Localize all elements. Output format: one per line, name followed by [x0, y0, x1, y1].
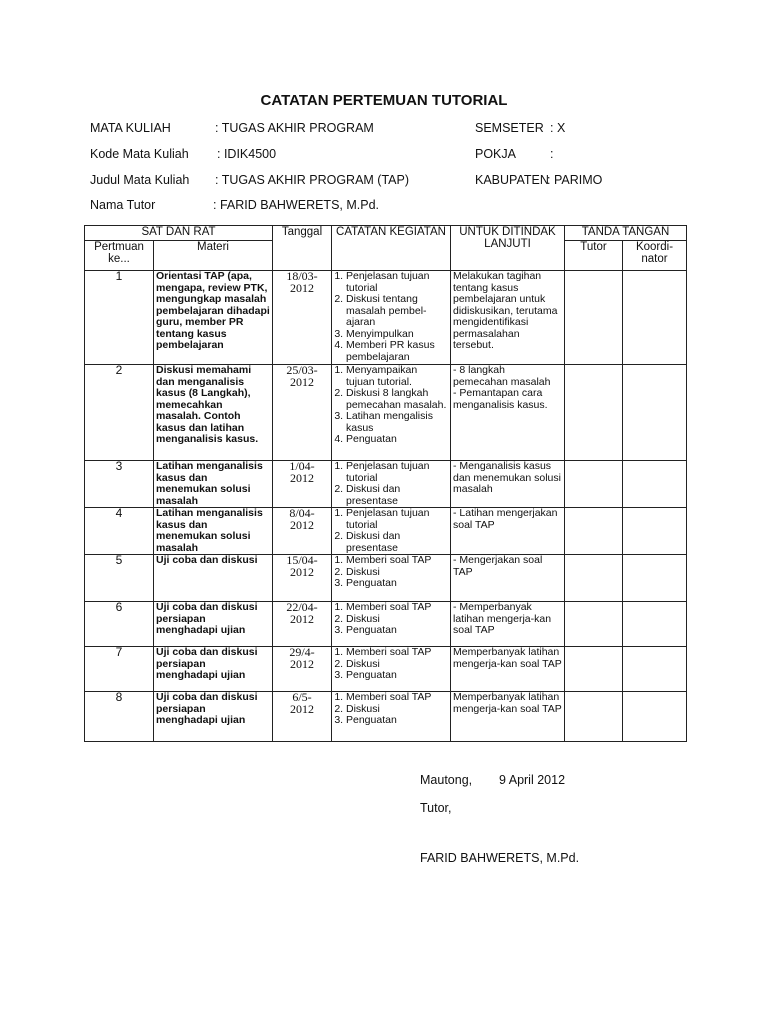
catatan-list: [334, 365, 448, 446]
catatan-item: 4. Memberi PR kasus pembelajaran: [346, 340, 448, 363]
catatan-cell: [332, 271, 451, 365]
pertemuan-number: 2: [85, 365, 154, 461]
catatan-item: 1. Memberi soal TAP: [346, 555, 448, 567]
tutor-signature-cell: [565, 555, 623, 602]
signature-date: 9 April 2012: [499, 773, 566, 787]
header-tutor: Tutor: [565, 241, 623, 271]
tutor-signature-cell: [565, 508, 623, 555]
catatan-cell: [332, 461, 451, 508]
tindak-lanjut-cell: - Mengerjakan soal TAP: [451, 555, 565, 602]
tanggal-year: 2012: [290, 564, 314, 579]
koordinator-signature-cell: [623, 692, 687, 742]
catatan-item: 1. Penjelasan tujuan tutorial: [346, 508, 448, 531]
koordinator-signature-cell: [623, 647, 687, 692]
signature-role: Tutor,: [420, 801, 452, 815]
materi-cell: Uji coba dan diskusi persiapan menghadapi ujian: [154, 647, 273, 692]
pertemuan-number: 8: [85, 692, 154, 742]
tindak-lanjut-cell: Memperbanyak latihan mengerja-kan soal TAP: [451, 647, 565, 692]
catatan-item: 2. Diskusi: [346, 659, 448, 671]
tanggal-day: 25/03-: [286, 363, 318, 377]
tanggal-year: 2012: [290, 374, 314, 389]
catatan-list: [334, 271, 448, 363]
pertemuan-number: 5: [85, 555, 154, 602]
pertemuan-number: 4: [85, 508, 154, 555]
catatan-item: 2. Diskusi 8 langkah pemecahan masalah.: [346, 388, 448, 411]
catatan-item: 4. Penguatan: [346, 434, 448, 446]
tanggal-cell: [273, 461, 332, 508]
catatan-cell: [332, 602, 451, 647]
catatan-item: 2. Diskusi: [346, 567, 448, 579]
tanggal-cell: [273, 365, 332, 461]
tindak-lanjut-cell: - 8 langkah pemecahan masalah - Pemantapan cara menganalisis kasus.: [451, 365, 565, 461]
table-row: [85, 692, 687, 742]
pokja-value: :: [550, 147, 554, 161]
table-row: [85, 271, 687, 365]
tanggal-cell: [273, 602, 332, 647]
header-tanggal: Tanggal: [273, 226, 332, 271]
materi-cell: Uji coba dan diskusi: [154, 555, 273, 602]
koordinator-signature-cell: [623, 461, 687, 508]
tanggal-day: 18/03-: [286, 269, 318, 283]
mata-kuliah-value: : TUGAS AKHIR PROGRAM: [215, 121, 374, 135]
catatan-item: 1. Penjelasan tujuan tutorial: [346, 271, 448, 294]
table-row: [85, 555, 687, 602]
tanggal-year: 2012: [290, 280, 314, 295]
catatan-item: 1. Memberi soal TAP: [346, 692, 448, 704]
materi-cell: Uji coba dan diskusi persiapan menghadapi ujian: [154, 602, 273, 647]
materi-cell: Diskusi memahami dan menganalisis kasus (8 Langkah), memecahkan masalah. Contoh kasus dan latihan menganalisis kasus.: [154, 365, 273, 461]
catatan-item: 2. Diskusi: [346, 704, 448, 716]
tutor-signature-cell: [565, 271, 623, 365]
catatan-item: 3. Penguatan: [346, 625, 448, 637]
tindak-lanjut-cell: Memperbanyak latihan mengerja-kan soal TAP: [451, 692, 565, 742]
tanggal-cell: [273, 508, 332, 555]
catatan-list: [334, 508, 448, 554]
kabupaten-value: : PARIMO: [547, 173, 603, 187]
kode-label: Kode Mata Kuliah: [90, 147, 189, 161]
tanggal-day: 15/04-: [286, 553, 318, 567]
catatan-item: 2. Diskusi dan presentase: [346, 531, 448, 554]
koordinator-signature-cell: [623, 508, 687, 555]
header-sat-dan-rat: SAT DAN RAT: [85, 226, 273, 241]
pertemuan-number: 6: [85, 602, 154, 647]
catatan-item: 3. Penguatan: [346, 578, 448, 590]
tutorial-log-table: [84, 225, 687, 742]
catatan-item: 3. Penguatan: [346, 670, 448, 682]
tutor-signature-cell: [565, 602, 623, 647]
kode-value: : IDIK4500: [217, 147, 277, 161]
catatan-cell: [332, 555, 451, 602]
table-row: [85, 461, 687, 508]
koordinator-signature-cell: [623, 602, 687, 647]
tindak-lanjut-cell: - Latihan mengerjakan soal TAP: [451, 508, 565, 555]
tutor-signature-cell: [565, 365, 623, 461]
pertemuan-number: 3: [85, 461, 154, 508]
koordinator-signature-cell: [623, 271, 687, 365]
pertemuan-number: 7: [85, 647, 154, 692]
tutor-signature-cell: [565, 647, 623, 692]
pertemuan-number: 1: [85, 271, 154, 365]
header-koordinator: Koordi-nator: [623, 241, 687, 271]
catatan-list: [334, 647, 448, 682]
catatan-item: 1. Memberi soal TAP: [346, 647, 448, 659]
tanggal-year: 2012: [290, 701, 314, 716]
semester-value: : X: [550, 121, 566, 135]
document-title: CATATAN PERTEMUAN TUTORIAL: [260, 92, 508, 109]
tutor-value: : FARID BAHWERETS, M.Pd.: [213, 198, 379, 212]
catatan-cell: [332, 692, 451, 742]
signature-place: Mautong,: [420, 773, 473, 787]
tindak-lanjut-cell: - Menganalisis kasus dan menemukan solusi masalah: [451, 461, 565, 508]
tanggal-year: 2012: [290, 470, 314, 485]
materi-cell: Latihan menganalisis kasus dan menemukan solusi masalah: [154, 508, 273, 555]
tanggal-cell: [273, 692, 332, 742]
catatan-item: 2. Diskusi: [346, 614, 448, 626]
header-tanda-tangan: TANDA TANGAN: [565, 226, 687, 241]
catatan-cell: [332, 365, 451, 461]
tanggal-day: 1/04-: [289, 459, 315, 473]
tanggal-year: 2012: [290, 517, 314, 532]
catatan-item: 3. Latihan mengalisis kasus: [346, 411, 448, 434]
tanggal-year: 2012: [290, 656, 314, 671]
catatan-list: [334, 555, 448, 590]
catatan-item: 2. Diskusi tentang masalah pembel-ajaran: [346, 294, 448, 329]
judul-value: : TUGAS AKHIR PROGRAM (TAP): [215, 173, 410, 187]
table-row: [85, 602, 687, 647]
catatan-item: 3. Penguatan: [346, 715, 448, 727]
header-pertemuan: Pertmuan ke...: [85, 241, 154, 271]
tanggal-cell: [273, 555, 332, 602]
tindak-lanjut-cell: Melakukan tagihan tentang kasus pembelajaran untuk didiskusikan, terutama mengidentifikasi permasalahan tersebut.: [451, 271, 565, 365]
tanggal-year: 2012: [290, 611, 314, 626]
materi-cell: Orientasi TAP (apa, mengapa, review PTK, mengungkap masalah pembelajaran dihadapi guru, member PR tentang kasus pembelajaran: [154, 271, 273, 365]
signature-name: FARID BAHWERETS, M.Pd.: [420, 851, 580, 865]
tanggal-cell: [273, 647, 332, 692]
tindak-lanjut-cell: - Memperbanyak latihan mengerja-kan soal TAP: [451, 602, 565, 647]
header-materi: Materi: [154, 241, 273, 271]
table-row: [85, 647, 687, 692]
table-row: [85, 508, 687, 555]
header-untuk-ditindak-lanjuti: UNTUK DITINDAK LANJUTI: [451, 226, 565, 271]
kabupaten-label: KABUPATEN: [475, 173, 549, 187]
tanggal-day: 22/04-: [286, 600, 318, 614]
judul-label: Judul Mata Kuliah: [90, 173, 190, 187]
semester-label: SEMSETER: [475, 121, 544, 135]
koordinator-signature-cell: [623, 365, 687, 461]
tanggal-cell: [273, 271, 332, 365]
header-catatan-kegiatan: CATATAN KEGIATAN: [332, 226, 451, 271]
tutor-signature-cell: [565, 461, 623, 508]
materi-cell: Latihan menganalisis kasus dan menemukan solusi masalah: [154, 461, 273, 508]
catatan-item: 2. Diskusi dan presentase: [346, 484, 448, 507]
catatan-cell: [332, 647, 451, 692]
tutor-signature-cell: [565, 692, 623, 742]
mata-kuliah-label: MATA KULIAH: [90, 121, 171, 135]
catatan-item: 1. Penjelasan tujuan tutorial: [346, 461, 448, 484]
tutorial-log-body: [85, 271, 687, 742]
catatan-list: [334, 692, 448, 727]
pokja-label: POKJA: [475, 147, 516, 161]
koordinator-signature-cell: [623, 555, 687, 602]
catatan-item: 1. Memberi soal TAP: [346, 602, 448, 614]
catatan-item: 3. Menyimpulkan: [346, 329, 448, 341]
catatan-item: 1. Menyampaikan tujuan tutorial.: [346, 365, 448, 388]
table-row: [85, 365, 687, 461]
materi-cell: Uji coba dan diskusi persiapan menghadapi ujian: [154, 692, 273, 742]
tanggal-day: 29/4-: [289, 645, 315, 659]
catatan-cell: [332, 508, 451, 555]
tanggal-day: 6/5-: [292, 690, 312, 704]
tanggal-day: 8/04-: [289, 506, 315, 520]
catatan-list: [334, 461, 448, 507]
tutor-label: Nama Tutor: [90, 198, 156, 212]
catatan-list: [334, 602, 448, 637]
